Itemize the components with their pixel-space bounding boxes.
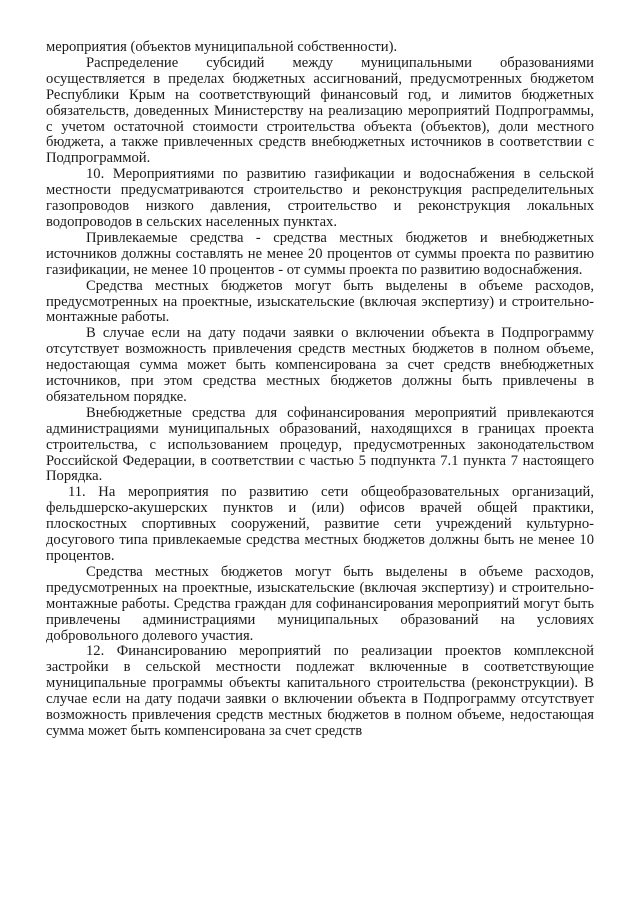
paragraph-2: Распределение субсидий между муниципальными образованиями осуществляется в пределах бюджетных ассигнований, предусмотренных бюджетом Республики Крым на соответствующий финансовый год, и лимитов бюджетных обязательств, доведенных Министерству на реализацию мероприятий Подпрограммы, с учетом остаточной стоимости строительства объекта (объектов), доли местного бюджета, а также привлеченных средств внебюджетных источников в соответствии с Подпрограммой. [46,54,594,167]
paragraph-8: 11. На мероприятия по развитию сети общеобразовательных организаций, фельдшерско-акушерских пунктов и (или) офисов врачей общей практики, плоскостных спортивных сооружений, развитие сети учреждений культурно-досугового типа привлекаемые средства местных бюджетов должны быть не менее 10 процентов. [46,484,594,564]
paragraph-6: В случае если на дату подачи заявки о включении объекта в Подпрограмму отсутствует возможность привлечения средств местных бюджетов в полном объеме, недостающая сумма может быть компенсирована за счет средств внебюджетных источников, при этом средства местных бюджетов должны быть привлечены в обязательном порядке. [46,325,594,405]
paragraph-7: Внебюджетные средства для софинансирования мероприятий привлекаются администрациями муниципальных образований, находящихся в границах проекта строительства, с использованием процедур, предусмотренных законодательством Российской Федерации, в соответствии с частью 5 подпункта 7.1 пункта 7 настоящего Порядка. [46,404,594,485]
paragraph-3: 10. Мероприятиями по развитию газификации и водоснабжения в сельской местности предусматриваются строительство и реконструкция распределительных газопроводов низкого давления, строительство и реконструкция локальных водопроводов в сельских населенных пунктах. [46,166,594,230]
paragraph-1: мероприятия (объектов муниципальной собственности). [46,39,398,55]
paragraph-9: Средства местных бюджетов могут быть выделены в объеме расходов, предусмотренных на проектные, изыскательские (включая экспертизу) и строительно-монтажные работы. Средства граждан для софинансирования мероприятий могут быть привлечены администрациями муниципальных образований на условиях добровольного долевого участия. [46,563,594,644]
paragraph-10: 12. Финансированию мероприятий по реализации проектов комплексной застройки в сельской местности подлежат включенные в соответствующие муниципальные программы объекты капитального строительства (реконструкции). В случае если на дату подачи заявки о включении объекта в Подпрограмму отсутствует возможность привлечения средств местных бюджетов в полном объеме, недостающая сумма может быть компенсирована за счет средств [46,643,594,739]
document-page [46,40,594,740]
paragraph-5: Средства местных бюджетов могут быть выделены в объеме расходов, предусмотренных на проектные, изыскательские (включая экспертизу) и строительно-монтажные работы. [46,277,594,326]
paragraph-4: Привлекаемые средства - средства местных бюджетов и внебюджетных источников должны составлять не менее 20 процентов от суммы проекта по развитию газификации, не менее 10 процентов - от суммы проекта по развитию водоснабжения. [46,229,594,278]
